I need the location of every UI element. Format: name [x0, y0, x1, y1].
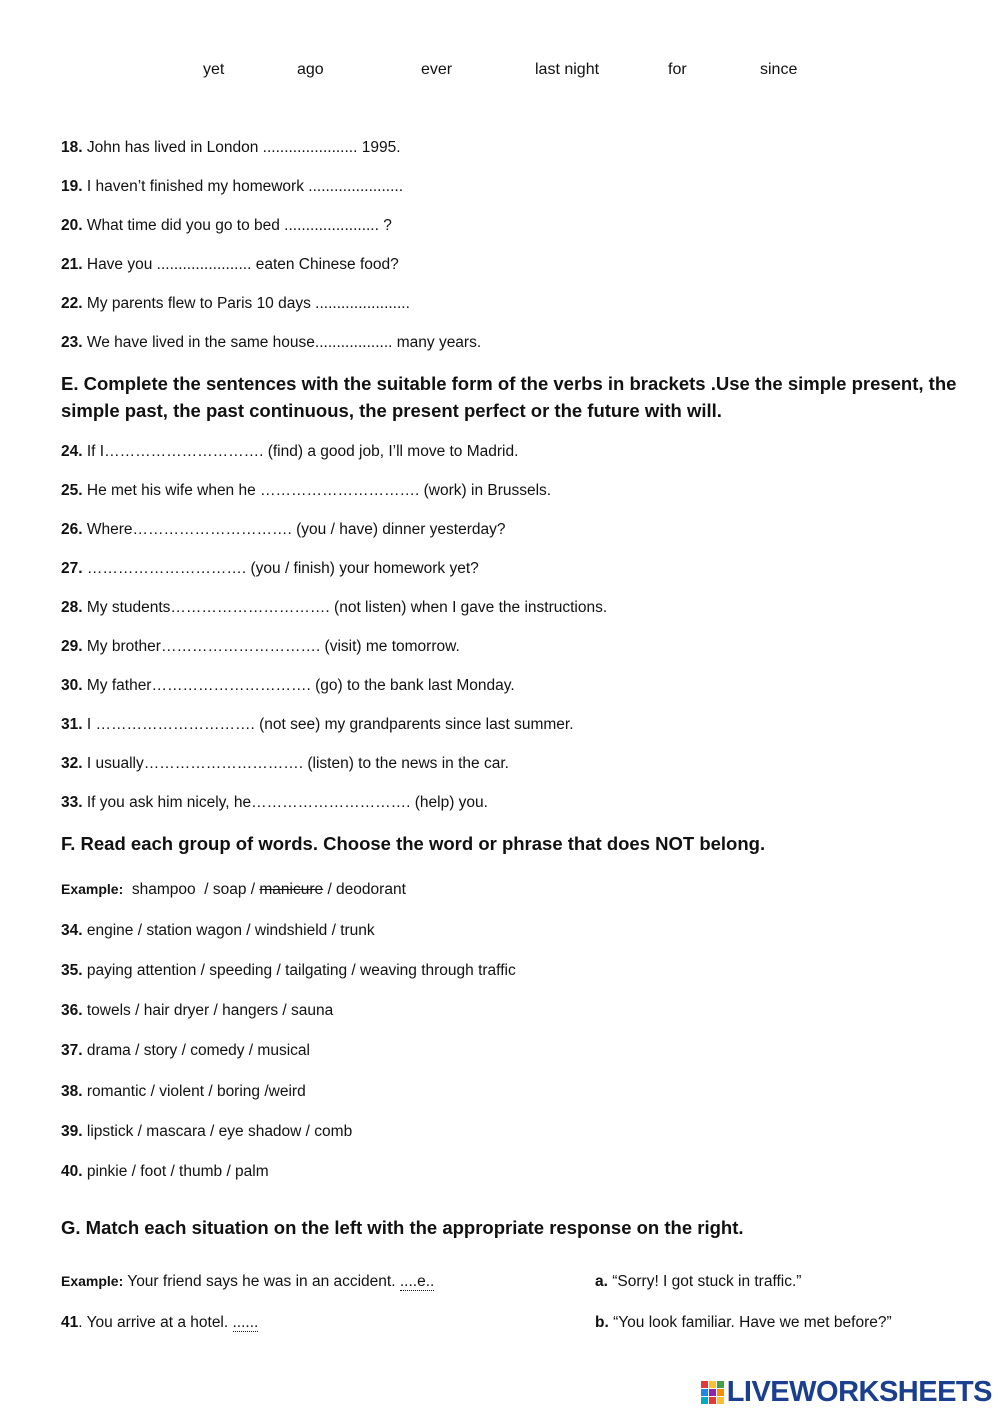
response-a: a. “Sorry! I got stuck in traffic.”: [595, 1273, 802, 1290]
question-32: 32. I usually…………………………. (listen) to the news in the car.: [61, 755, 509, 772]
question-40: 40. pinkie / foot / thumb / palm: [61, 1163, 269, 1180]
word-bank-item: for: [668, 61, 687, 78]
question-33: 33. If you ask him nicely, he…………………………. (help) you.: [61, 794, 488, 811]
question-26: 26. Where…………………………. (you / have) dinner yesterday?: [61, 521, 506, 538]
logo-tile: [717, 1389, 724, 1396]
question-19: 19. I haven’t finished my homework ......................: [61, 178, 404, 195]
logo-tile: [717, 1381, 724, 1388]
word-bank-item: ago: [297, 61, 324, 78]
logo-tile: [701, 1381, 708, 1388]
question-25: 25. He met his wife when he …………………………. (work) in Brussels.: [61, 482, 552, 499]
struck-word: manicure: [259, 881, 324, 898]
response-b: b. “You look familiar. Have we met before?”: [595, 1314, 892, 1331]
section-g-example: Example: Your friend says he was in an accident. ....e..: [61, 1273, 435, 1290]
logo-text: LIVEWORKSHEETS: [726, 1376, 992, 1408]
question-21: 21. Have you ...................... eaten Chinese food?: [61, 256, 399, 273]
logo-tile: [709, 1389, 716, 1396]
example-label: Example:: [61, 1273, 124, 1289]
question-18: 18. John has lived in London ...................... 1995.: [61, 139, 401, 156]
question-30: 30. My father…………………………. (go) to the bank last Monday.: [61, 677, 515, 694]
question-22: 22. My parents flew to Paris 10 days ......................: [61, 295, 410, 312]
question-28: 28. My students…………………………. (not listen) when I gave the instructions.: [61, 599, 608, 616]
section-e-heading: E. Complete the sentences with the suitable form of the verbs in brackets .Use the simple present, the simple past, the past continuous, the present perfect or the future with will.: [61, 373, 957, 421]
question-23: 23. We have lived in the same house.................. many years.: [61, 334, 482, 351]
section-g-heading: G. Match each situation on the left with the appropriate response on the right.: [61, 1217, 744, 1238]
logo-tile: [709, 1381, 716, 1388]
question-24: 24. If I…………………………. (find) a good job, I’ll move to Madrid.: [61, 443, 519, 460]
word-bank-item: last night: [535, 61, 600, 78]
question-20: 20. What time did you go to bed ...................... ?: [61, 217, 392, 234]
section-f-example: Example: shampoo / soap / manicure / deodorant: [61, 881, 406, 898]
question-39: 39. lipstick / mascara / eye shadow / comb: [61, 1123, 353, 1140]
question-31: 31. I …………………………. (not see) my grandparents since last summer.: [61, 716, 574, 733]
answer-blank-41[interactable]: ......: [232, 1314, 259, 1331]
word-bank-item: ever: [421, 61, 453, 78]
logo-tile: [701, 1397, 708, 1404]
question-34: 34. engine / station wagon / windshield / trunk: [61, 922, 375, 939]
question-38: 38. romantic / violent / boring /weird: [61, 1083, 306, 1100]
example-label: Example:: [61, 881, 124, 897]
word-bank-item: yet: [203, 61, 225, 78]
example-answer: ....e..: [399, 1273, 435, 1290]
liveworksheets-logo[interactable]: [701, 1376, 992, 1409]
question-27: 27. …………………………. (you / finish) your homework yet?: [61, 560, 479, 577]
word-bank-item: since: [760, 61, 798, 78]
logo-tile: [717, 1397, 724, 1404]
question-36: 36. towels / hair dryer / hangers / sauna: [61, 1002, 334, 1019]
logo-tile: [709, 1397, 716, 1404]
logo-grid-icon: [701, 1381, 724, 1404]
question-35: 35. paying attention / speeding / tailgating / weaving through traffic: [61, 962, 516, 979]
question-37: 37. drama / story / comedy / musical: [61, 1042, 310, 1059]
question-29: 29. My brother…………………………. (visit) me tomorrow.: [61, 638, 460, 655]
question-41: 41. You arrive at a hotel. ......: [61, 1314, 259, 1331]
section-f-heading: F. Read each group of words. Choose the word or phrase that does NOT belong.: [61, 833, 766, 854]
logo-tile: [701, 1389, 708, 1396]
